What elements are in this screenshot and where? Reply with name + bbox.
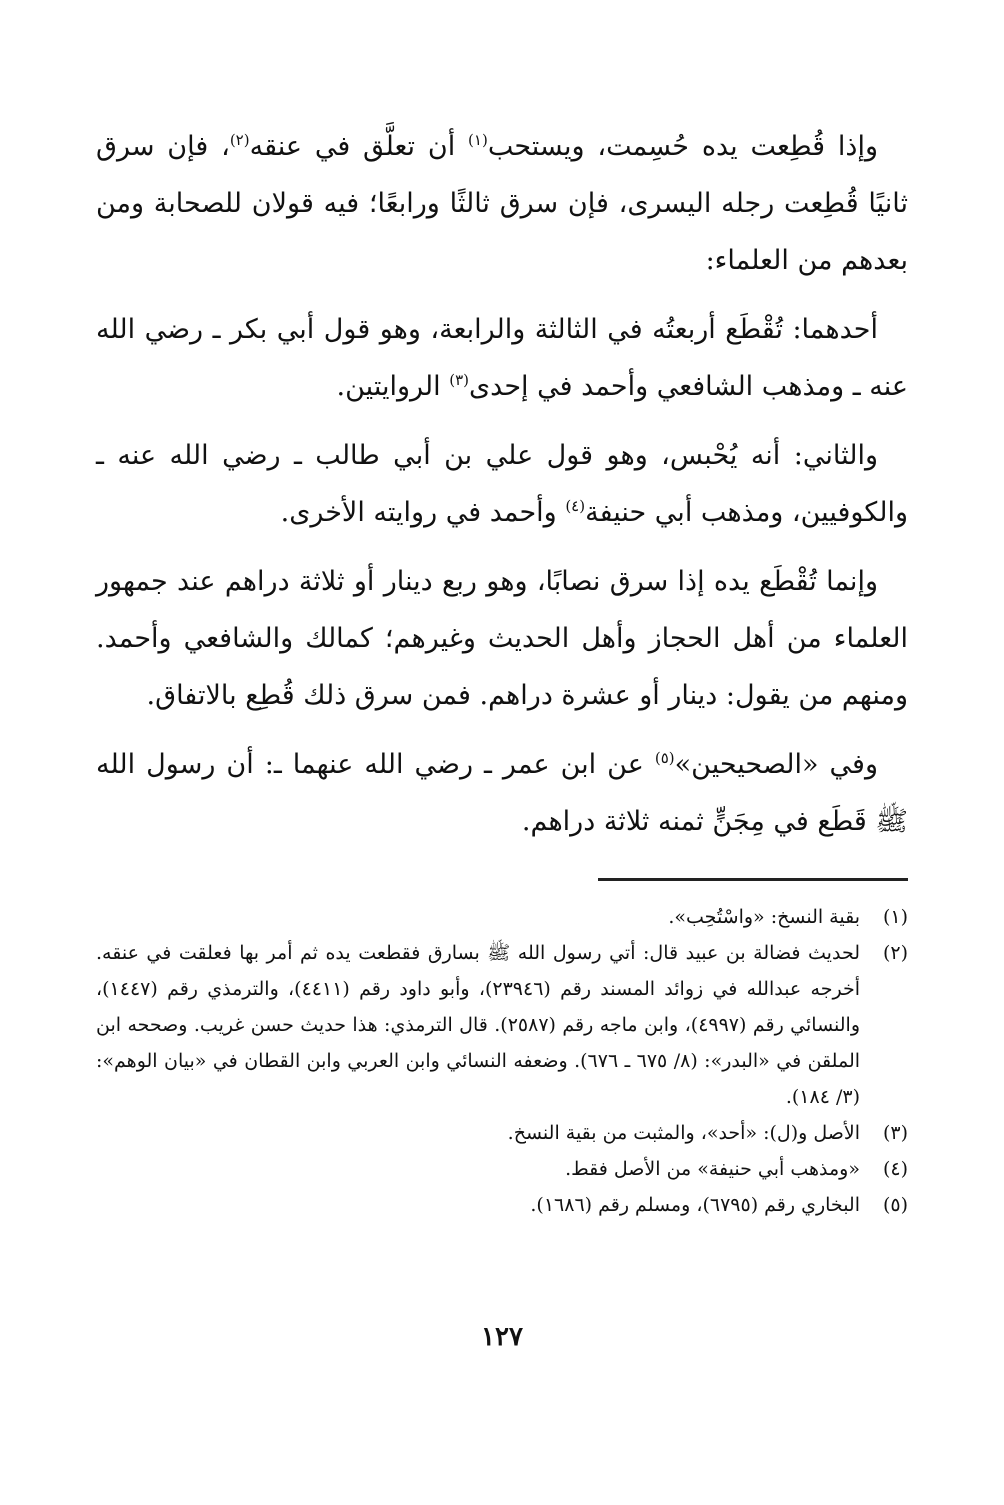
paragraph (96, 736, 908, 850)
footnote-text: بقية النسخ: «واسْتُحِب». (668, 906, 860, 928)
page-number: ١٢٧ (481, 1322, 523, 1352)
paragraph-text: وأحمد في روايته الأخرى. (280, 497, 566, 528)
footnote-text: لحديث فضالة بن عبيد قال: أتي رسول الله ﷺ بسارق فقطعت يده ثم أمر بها فعلقت في عنقه. أخرجه عبدالله في زوائد المسند رقم (٢٣٩٤٦)، وأبو داود رقم (٤٤١١)، والترمذي رقم (١٤٤٧)، والنسائي رقم (٤٩٩٧)، وابن ماجه رقم (٢٥٨٧). قال الترمذي: هذا حديث حسن غريب. وصححه ابن الملقن في «البدر»: (٨/ ٦٧٥ ـ ٦٧٦). وضعفه النسائي وابن العربي وابن القطان في «بيان الوهم»: (٣/ ١٨٤). (96, 942, 861, 1108)
footnote (96, 935, 908, 1115)
paragraph (96, 427, 908, 541)
footnote-text: «ومذهب أبي حنيفة» من الأصل فقط. (565, 1158, 860, 1180)
main-text (96, 118, 908, 850)
footnote-ref: (٣) (449, 371, 470, 389)
footnote (96, 1151, 908, 1187)
paragraph (96, 553, 908, 724)
paragraph-text: وإنما تُقْطَع يده إذا سرق نصابًا، وهو ربع دينار أو ثلاثة دراهم عند جمهور العلماء من أهل الحجاز وأهل الحديث وغيرهم؛ كمالك والشافعي وأحمد. ومنهم من يقول: دينار أو عشرة دراهم. فمن سرق ذلك قُطِع بالاتفاق. (96, 566, 908, 711)
paragraph-text: أن تعلَّق في عنقه (249, 131, 469, 162)
footnote (96, 899, 908, 935)
paragraph (96, 118, 908, 289)
footnote-ref: (١) (468, 131, 488, 149)
footnote-number: (٣) (882, 1122, 908, 1144)
footnote (96, 1115, 908, 1151)
footnote (96, 1187, 908, 1223)
paragraph-text: ، فإن سرق ثانيًا قُطِعت رجله اليسرى، فإن سرق ثالثًا ورابعًا؛ فيه قولان للصحابة ومن بعدهم من العلماء: (96, 131, 908, 276)
footnote-number: (٤) (882, 1158, 908, 1180)
footnote-separator (598, 878, 908, 881)
footnotes-list (96, 899, 908, 1223)
footnote-number: (٥) (882, 1194, 908, 1216)
paragraph (96, 301, 908, 415)
footnote-number: (١) (882, 906, 908, 928)
paragraph-text: وإذا قُطِعت يده حُسِمت، ويستحب (487, 131, 878, 162)
footnote-ref: (٥) (654, 749, 675, 767)
paragraph-text: الروايتين. (336, 371, 450, 402)
paragraph-text: أحدهما: تُقْطَع أربعتُه في الثالثة والرابعة، وهو قول أبي بكر ـ رضي الله عنه ـ ومذهب الشافعي وأحمد في إحدى (96, 314, 908, 402)
footnote-number: (٢) (882, 942, 908, 964)
paragraph-text: وفي «الصحيحين» (674, 749, 878, 780)
footnote-ref: (٤) (565, 497, 586, 515)
paragraph-text: عن ابن عمر ـ رضي الله عنهما ـ: أن رسول الله ﷺ قَطَع في مِجَنٍّ ثمنه ثلاثة دراهم. (96, 749, 908, 837)
footnote-text: البخاري رقم (٦٧٩٥)، ومسلم رقم (١٦٨٦). (530, 1194, 860, 1216)
page-content (96, 118, 908, 1223)
footnote-text: الأصل و(ل): «أحد»، والمثبت من بقية النسخ. (507, 1122, 860, 1144)
footnote-ref: (٢) (229, 131, 250, 149)
paragraph-text: والثاني: أنه يُحْبس، وهو قول علي بن أبي طالب ـ رضي الله عنه ـ والكوفيين، ومذهب أبي حنيفة (96, 440, 908, 528)
